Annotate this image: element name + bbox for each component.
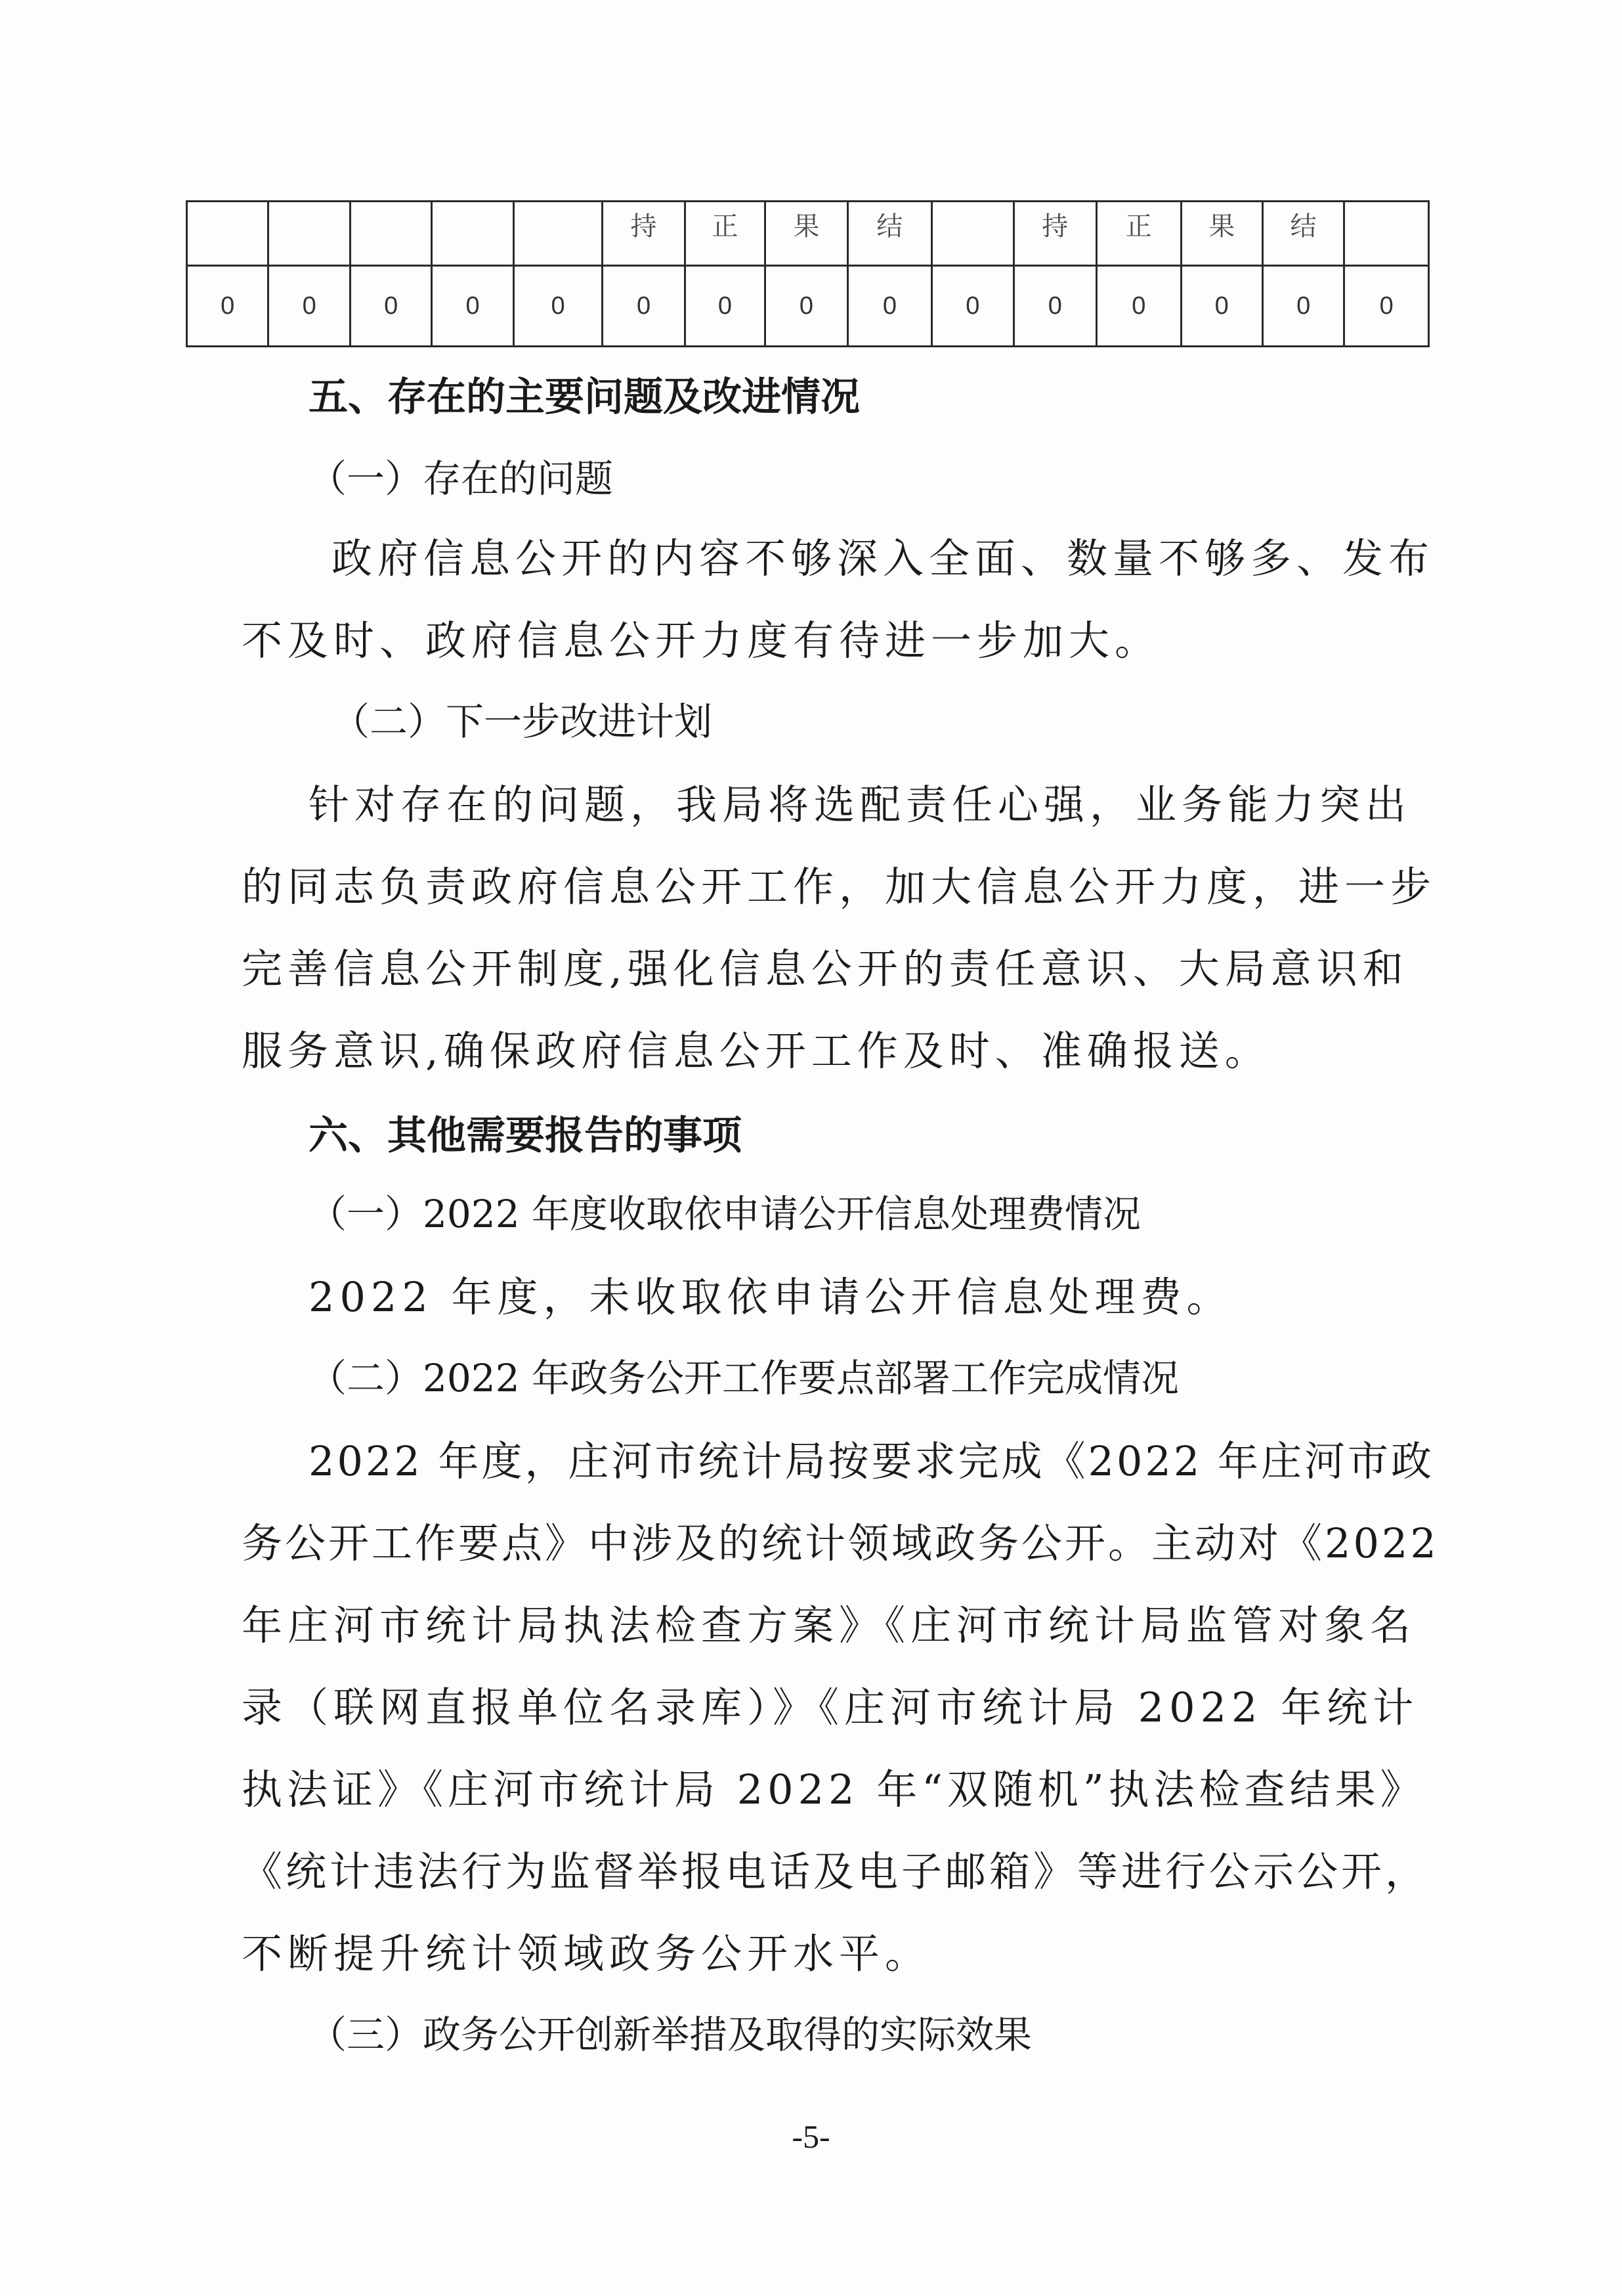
table-cell xyxy=(187,202,268,266)
section-6-3-heading: （三）政务公开创新举措及取得的实际效果 xyxy=(309,2012,1033,2057)
table-cell: 0 xyxy=(350,266,431,347)
table-cell: 0 xyxy=(932,266,1014,347)
table-cell: 0 xyxy=(187,266,268,347)
paragraph-line: 政府信息公开的内容不够深入全面、数量不够多、发布 xyxy=(331,534,1435,582)
paragraph-line: 2022 年度，未收取依申请公开信息处理费。 xyxy=(309,1273,1233,1321)
table-cell: 果 xyxy=(1181,202,1262,266)
section-6-1-heading: （一）2022 年度收取依申请公开信息处理费情况 xyxy=(309,1192,1142,1236)
table-cell: 0 xyxy=(432,266,513,347)
section-5-heading: 五、存在的主要问题及改进情况 xyxy=(309,374,860,420)
statistics-table xyxy=(186,200,1430,347)
paragraph-line: 《统计违法行为监督举报电话及电子邮箱》等进行公示公开， xyxy=(242,1848,1430,1895)
table-cell xyxy=(432,202,513,266)
table-cell: 0 xyxy=(603,266,685,347)
paragraph-line: 的同志负责政府信息公开工作，加大信息公开力度，进一步 xyxy=(242,863,1437,911)
table-cell xyxy=(513,202,603,266)
table-cell: 果 xyxy=(765,202,847,266)
table-cell: 0 xyxy=(1097,266,1181,347)
table-cell xyxy=(350,202,431,266)
table-cell: 持 xyxy=(1014,202,1096,266)
section-5-2-heading: （二）下一步改进计划 xyxy=(331,699,713,744)
paragraph-line: 录（联网直报单位名录库）》《庄河市统计局 2022 年统计 xyxy=(242,1683,1419,1731)
paragraph-line: 完善信息公开制度,强化信息公开的责任意识、大局意识和 xyxy=(242,945,1409,993)
paragraph-line: 不断提升统计领域政务公开水平。 xyxy=(242,1930,931,1978)
paragraph-line: 2022 年度，庄河市统计局按要求完成《2022 年庄河市政 xyxy=(309,1437,1434,1485)
table-cell xyxy=(268,202,350,266)
table-cell xyxy=(1344,202,1429,266)
paragraph-line: 务公开工作要点》中涉及的统计领域政务公开。主动对《2022 xyxy=(242,1519,1439,1567)
table-cell: 0 xyxy=(268,266,350,347)
section-6-heading: 六、其他需要报告的事项 xyxy=(309,1113,742,1159)
paragraph-line: 年庄河市统计局执法检查方案》《庄河市统计局监管对象名 xyxy=(242,1601,1417,1649)
section-5-1-heading: （一）存在的问题 xyxy=(309,456,614,501)
table-cell: 持 xyxy=(603,202,685,266)
paragraph-line: 执法证》《庄河市统计局 2022 年“双随机”执法检查结果》 xyxy=(242,1765,1426,1813)
table-cell: 0 xyxy=(513,266,603,347)
table-cell: 正 xyxy=(1097,202,1181,266)
table-cell: 0 xyxy=(1014,266,1096,347)
paragraph-line: 服务意识,确保政府信息公开工作及时、准确报送。 xyxy=(242,1027,1271,1075)
table-cell: 0 xyxy=(1262,266,1344,347)
section-6-2-heading: （二）2022 年政务公开工作要点部署工作完成情况 xyxy=(309,1356,1180,1400)
table-cell: 0 xyxy=(1181,266,1262,347)
table-cell: 0 xyxy=(847,266,931,347)
table-row-values xyxy=(187,266,1429,347)
table-cell: 正 xyxy=(685,202,765,266)
table-cell: 0 xyxy=(765,266,847,347)
table-cell: 0 xyxy=(685,266,765,347)
table-cell xyxy=(932,202,1014,266)
paragraph-line: 不及时、政府信息公开力度有待进一步加大。 xyxy=(242,617,1161,664)
paragraph-line: 针对存在的问题，我局将选配责任心强，业务能力突出 xyxy=(309,781,1412,829)
page-number: -5- xyxy=(792,2118,830,2155)
table-row-header xyxy=(187,202,1429,266)
table-cell: 结 xyxy=(1262,202,1344,266)
table-cell: 0 xyxy=(1344,266,1429,347)
table-cell: 结 xyxy=(847,202,931,266)
